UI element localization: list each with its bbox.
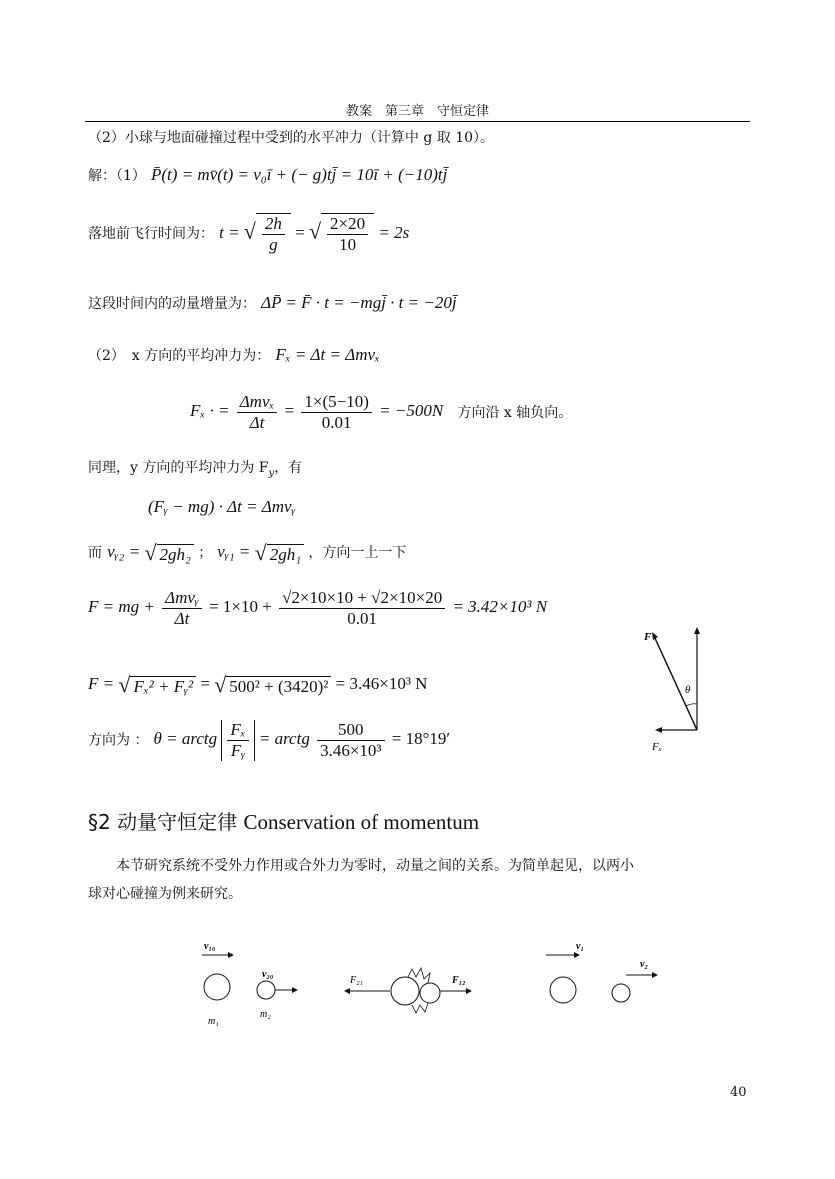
direction-line [88, 720, 450, 761]
part2-equation: Fₓ = Δt = Δmvₓ [275, 345, 380, 364]
ball-m2 [257, 981, 275, 999]
section-title [88, 806, 479, 835]
question-line: （2）小球与地面碰撞过程中受到的水平冲力（计算中 g 取 10）。 [88, 130, 495, 146]
f2-radicand-1: Fₓ² + Fᵧ² [130, 676, 196, 697]
same-end: ，有 [274, 460, 303, 476]
force-diagram [640, 620, 720, 770]
fx-result: = −500N [379, 401, 444, 421]
fx-label: Fₓ [652, 741, 662, 753]
v1-label: v₁ [576, 941, 584, 952]
same-text: 同理，y 方向的平均冲力为 F [88, 460, 269, 476]
flight-num-2: 2×20 [327, 214, 368, 235]
dir-result: = 18°19′ [391, 729, 451, 749]
v10-label: v₁₀ [204, 941, 216, 952]
f2-eq: = [200, 673, 210, 693]
colliding-ball-m1 [391, 977, 419, 1005]
dir-theta: θ = arctg [153, 729, 218, 749]
same-sub: y [268, 467, 275, 479]
fx-num-1: Δmvₓ [237, 392, 278, 413]
ball-m1 [204, 974, 230, 1000]
v1-arrowhead [574, 952, 580, 958]
flight-num-1: 2h [262, 214, 285, 235]
fx-den-2: 0.01 [321, 413, 352, 432]
f1-den-2: 0.01 [347, 609, 378, 628]
flight-den-2: 10 [339, 235, 357, 254]
f1-mid: = 1×10 + [209, 597, 272, 617]
vy1-radicand: 2gh₁ [267, 544, 304, 565]
vy2-radicand: 2gh₂ [157, 544, 194, 565]
vy2-lhs: vᵧ₂ = [107, 541, 141, 561]
f-equation-1 [88, 588, 547, 629]
flight-sqrt-2: √ $\frac{2\times 20}{10}$ [309, 213, 374, 255]
f1-num-2: √2×10×10 + √2×10×20 [279, 588, 445, 609]
dp-equation: ΔP̄ = F̄ · t = −mgj̄ · t = −20j̄ [261, 293, 457, 312]
section-title-cn: §2 动量守恒定律 [88, 810, 238, 834]
impact-spikes-top [408, 968, 430, 983]
fx-lhs: Fₓ · = [190, 401, 230, 421]
impact-spikes-bottom [412, 1003, 428, 1013]
m1-label: m₁ [208, 1016, 219, 1027]
fx-num-2: 1×(5−10) [301, 392, 372, 413]
v2-label: v₂ [640, 959, 648, 970]
ball-m2-after [612, 984, 630, 1002]
f1-num-1: Δmvᵧ [162, 588, 202, 609]
collision-diagram [190, 935, 670, 1035]
flight-t: t = [219, 222, 240, 242]
flight-prefix: 落地前飞行时间为： [88, 226, 214, 242]
force-vector [654, 636, 697, 730]
flight-den-1: g [269, 235, 278, 254]
vy-prefix: 而 [88, 545, 102, 561]
flight-time-line: 落地前飞行时间为： t = √ $\frac{2h}{g}$ = √ $\frac{2\times 20}{10}$ = 2s [88, 214, 410, 254]
vy-line: 而 vᵧ₂ = √ 2gh₂ ； vᵧ₁ = √ 2gh₁ ，方向一上一下 [88, 540, 407, 565]
v20-arrowhead [292, 987, 298, 993]
part2-line [88, 345, 380, 366]
vy1-lhs: vᵧ₁ = [217, 541, 251, 561]
solution-prefix: 解：（1） [88, 168, 146, 184]
fx-equation-line: Fₓ · = $\frac{\text{Δmvₓ}}{\Delta t}$ = $\frac{1\times(5-10)}{0.01}$ = −500N 方向沿 x 轴负向。 [190, 392, 573, 432]
direction-prefix: 方向为 ： [88, 732, 149, 749]
page-header: 教案 第三章 守恒定律 [345, 104, 489, 119]
fx-arrowhead [655, 727, 662, 733]
f1-result: = 3.42×10³ N [452, 597, 548, 617]
f2-result: = 3.46×10³ N [335, 673, 428, 693]
v10-arrowhead [228, 952, 234, 958]
f1-den-1: Δt [174, 609, 190, 628]
same-principle-line [88, 458, 302, 484]
f1-lhs: F = mg + [88, 597, 155, 617]
header-rule [85, 121, 750, 122]
page-number: 40 [730, 1085, 747, 1100]
f12-label: F₁₂ [452, 975, 466, 986]
paragraph-line-1: 本节研究系统不受外力作用或合外力为零时，动量之间的关系。为简单起见，以两小 [116, 858, 634, 874]
vy-separator: ； [198, 545, 213, 561]
dir-den-2: 3.46×10³ [320, 741, 382, 760]
theta-arc [686, 704, 697, 706]
dir-num-1: Fₓ [227, 720, 248, 741]
fy-equation: (Fᵧ − mg) · Δt = Δmvᵧ [148, 497, 296, 516]
part2-prefix: （2） x 方向的平均冲力为： [88, 348, 271, 364]
f-equation-2: F = √ Fₓ² + Fᵧ² = √ 500² + (3420)² = 3.46×10³ N [88, 672, 428, 697]
dir-num-2: 500 [317, 720, 384, 741]
momentum-equation: P̄(t) = mv̄(t) = v₀ī + (− g)tj̄ = 10ī + (−10)tj̄ [151, 165, 448, 184]
f2-lhs: F = [88, 673, 115, 693]
momentum-increment-line [88, 293, 457, 314]
paragraph-line-2: 球对心碰撞为例来研究。 [88, 886, 242, 902]
solution-line [88, 165, 447, 186]
ball-m1-after [550, 977, 576, 1003]
fx-den-1: Δt [249, 413, 265, 432]
force-arrowhead [652, 632, 658, 640]
f21-arrowhead [344, 988, 350, 994]
vy-note: ，方向一上一下 [308, 545, 407, 561]
fx-note: 方向沿 x 轴负向。 [457, 404, 573, 421]
f12-arrowhead [466, 988, 472, 994]
v20-label: v₂₀ [262, 969, 274, 980]
force-label: F [644, 631, 652, 643]
f2-radicand-2: 500² + (3420)² [226, 676, 331, 697]
v2-arrowhead [652, 972, 658, 978]
colliding-ball-m2 [420, 983, 440, 1003]
f21-label: F₂₁ [350, 975, 364, 986]
flight-sqrt-1: √ $\frac{2h}{g}$ [244, 213, 291, 255]
vertical-arrowhead [694, 627, 700, 634]
dir-mid: = arctg [258, 729, 310, 749]
dir-den-1: Fᵧ [230, 741, 246, 760]
flight-result: = 2s [378, 222, 410, 242]
theta-label: θ [685, 684, 691, 696]
section-title-en: Conservation of momentum [243, 810, 480, 834]
m2-label: m₂ [260, 1009, 271, 1020]
dp-prefix: 这段时间内的动量增量为： [88, 296, 256, 312]
